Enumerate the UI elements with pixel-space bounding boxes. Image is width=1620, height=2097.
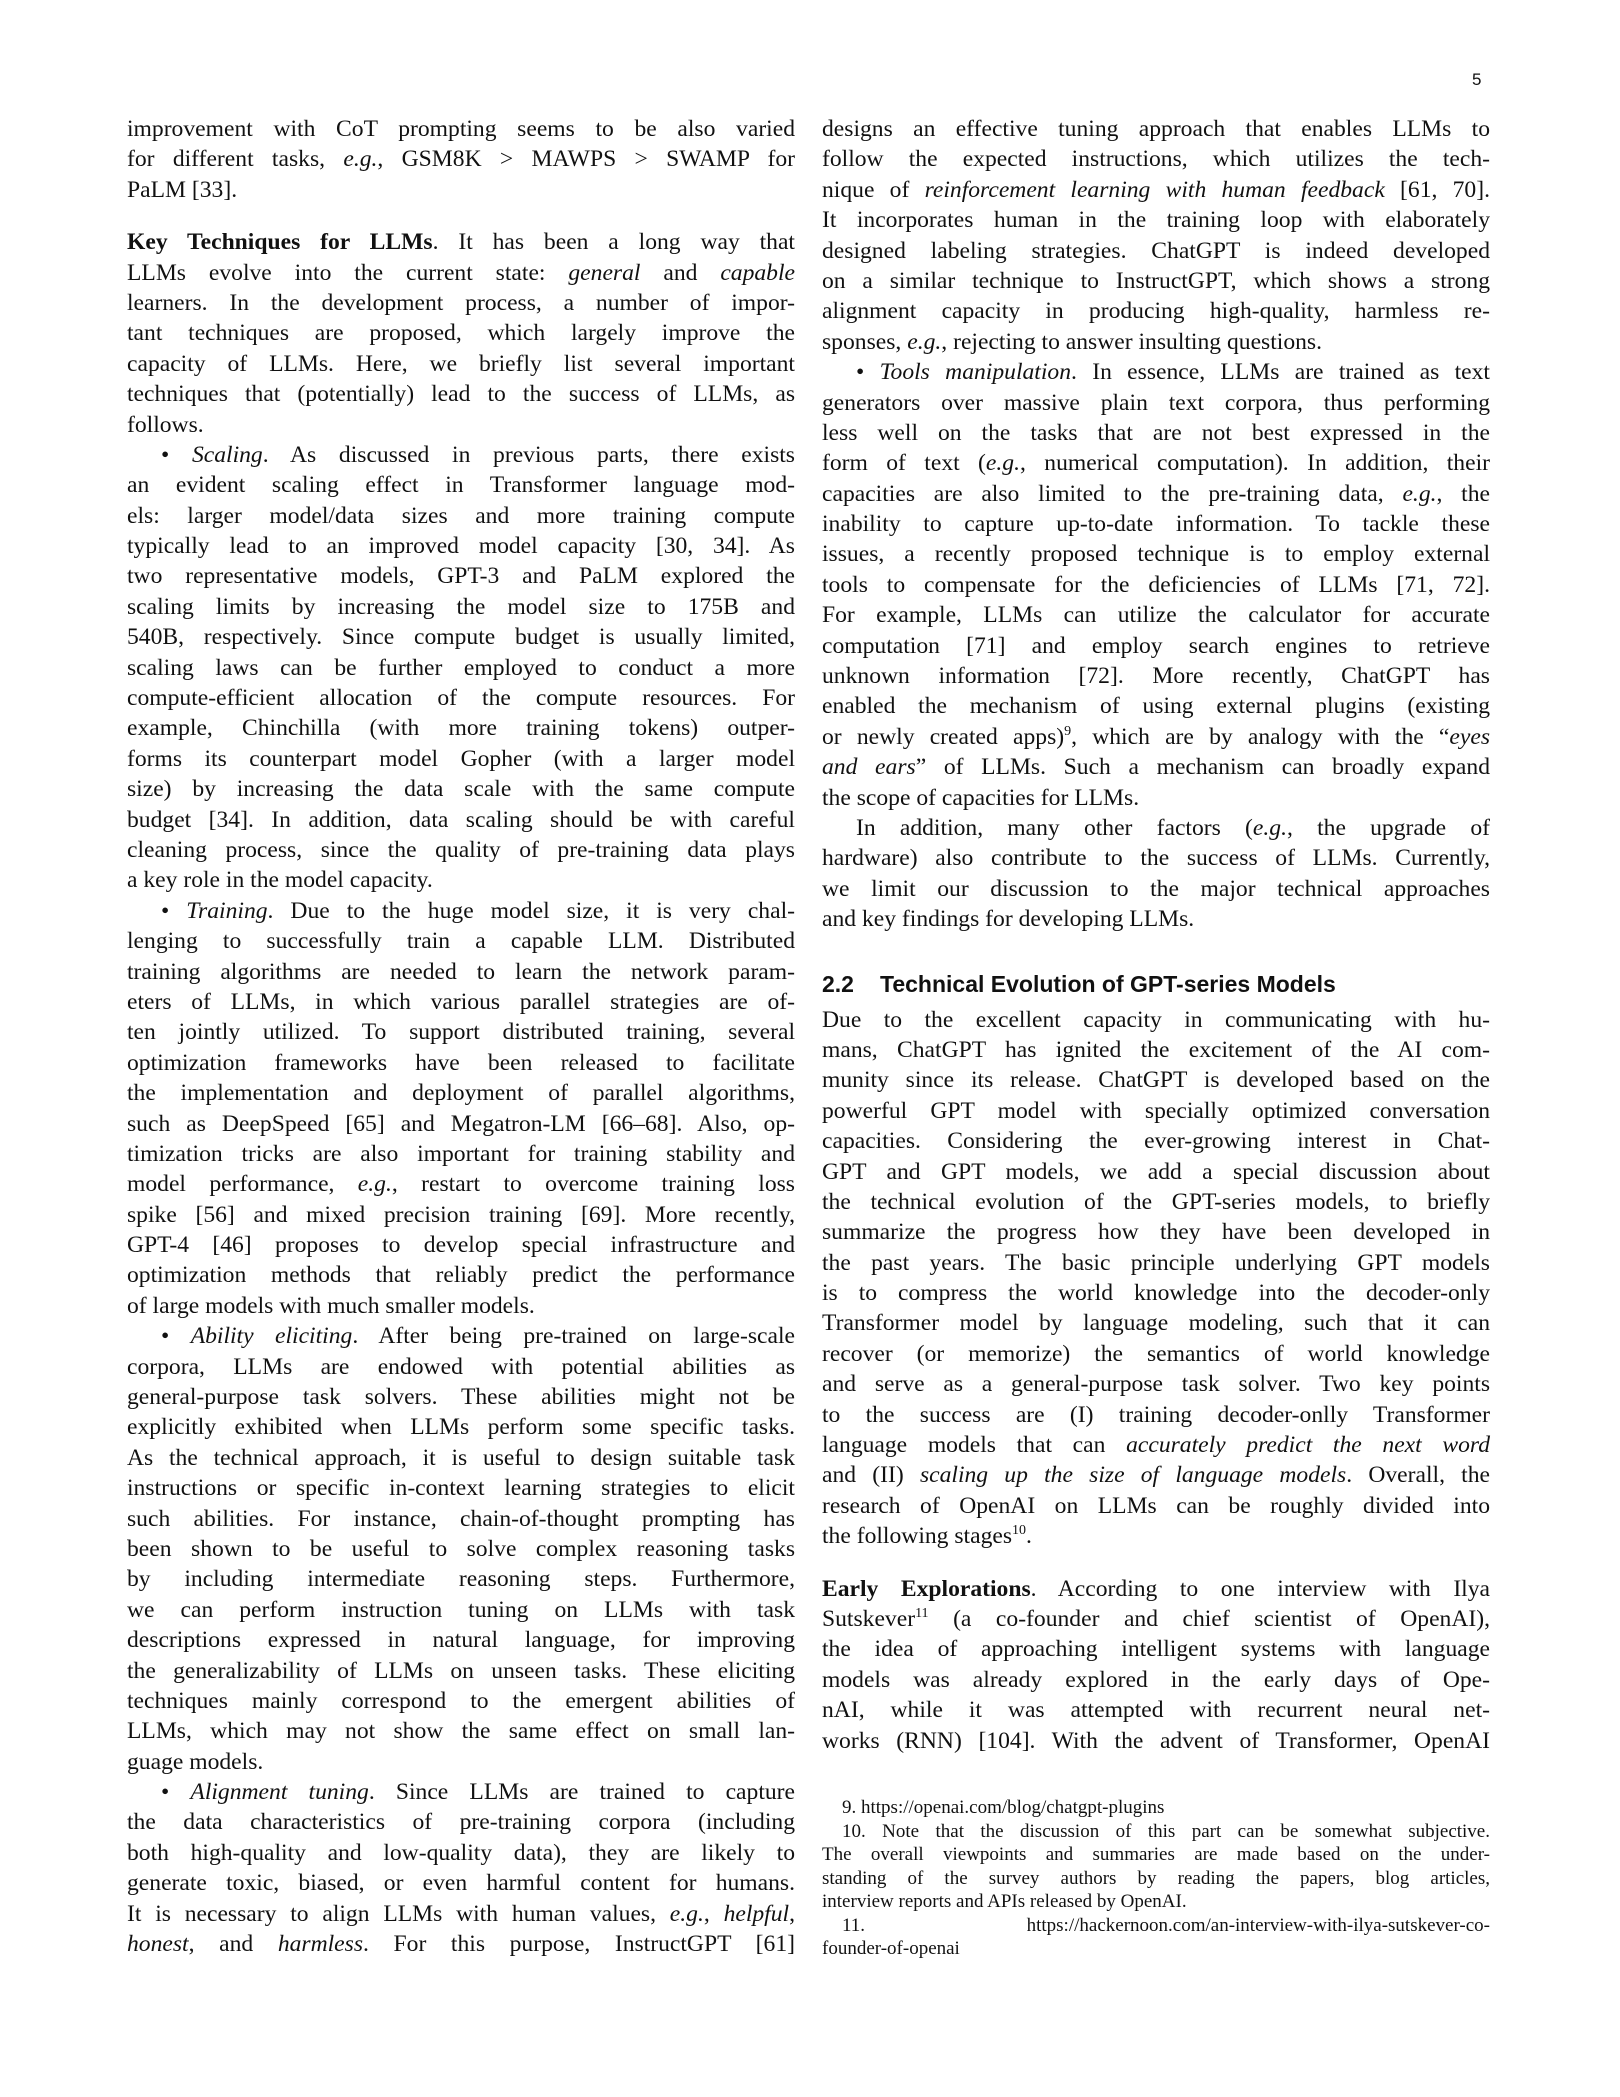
text-line: unknown information [72]. More recently, ChatGPT has — [822, 663, 1490, 690]
text-line: form of text (e.g., numerical computation). In addition, their — [822, 450, 1490, 477]
text-line: to the success are (I) training decoder-onlly Transformer — [822, 1401, 1490, 1428]
paragraph-early-explorations — [822, 1574, 1490, 1756]
text-line: sponses, e.g., rejecting to answer insulting questions. — [822, 328, 1323, 355]
text-line: techniques mainly correspond to the emergent abilities of — [127, 1687, 795, 1714]
text-line: 540B, respectively. Since compute budget is usually limited, — [127, 624, 795, 651]
text-line: LLMs, which may not show the same effect on small lan- — [127, 1718, 795, 1745]
text-line: designs an effective tuning approach that enables LLMs to — [822, 116, 1490, 142]
text-line: Early Explorations. According to one interview with Ilya — [822, 1575, 1490, 1602]
bullet-alignment-tuning — [127, 1777, 795, 1959]
run-in-heading: Early Explorations — [822, 1575, 1031, 1602]
section-number: 2.2 — [822, 970, 854, 997]
text-line: instructions or specific in-context learning strategies to elicit — [127, 1475, 795, 1502]
text-line: nAI, while it was attempted with recurrent neural net- — [822, 1697, 1490, 1724]
text-line: lenging to successfully train a capable LLM. Distributed — [127, 928, 795, 955]
footnote-line: 9. https://openai.com/blog/chatgpt-plugins — [842, 1797, 1165, 1818]
text-line: training algorithms are needed to learn the network param- — [127, 958, 795, 985]
text-line: Due to the excellent capacity in communicating with hu- — [822, 1006, 1490, 1033]
text-line: tools to compensate for the deficiencies of LLMs [71, 72]. — [822, 571, 1490, 598]
text-line: for different tasks, e.g., GSM8K > MAWPS > SWAMP for — [127, 146, 795, 173]
text-line: and serve as a general-purpose task solver. Two key points — [822, 1371, 1490, 1398]
text-line: els: larger model/data sizes and more training compute — [127, 502, 795, 529]
text-line: • Tools manipulation. In essence, LLMs are trained as text — [856, 359, 1490, 386]
bullet-label: Alignment tuning — [190, 1779, 369, 1806]
text-line: follows. — [127, 411, 204, 438]
text-line: timization tricks are also important for training stability and — [127, 1140, 795, 1167]
text-line: an evident scaling effect in Transformer language mod- — [127, 472, 795, 499]
text-line: powerful GPT model with specially optimized conversation — [822, 1097, 1490, 1124]
text-line: compute-efficient allocation of the compute resources. For — [127, 685, 795, 712]
footnotes — [822, 1796, 1490, 1961]
text-line: summarize the progress how they have been developed in — [822, 1219, 1490, 1246]
text-line: the past years. The basic principle underlying GPT models — [822, 1249, 1490, 1276]
text-line: such as DeepSpeed [65] and Megatron-LM [66–68]. Also, op- — [127, 1110, 795, 1137]
text-line: issues, a recently proposed technique is to employ external — [822, 541, 1490, 568]
text-line: Key Techniques for LLMs. It has been a long way that — [127, 229, 795, 256]
bullet-label: Tools manipulation — [879, 359, 1072, 386]
bullet-icon: • — [161, 897, 187, 924]
text-line: the following stages$^{10}$. — [822, 1523, 1032, 1550]
text-line: spike [56] and mixed precision training [69]. More recently, — [127, 1201, 795, 1228]
paragraph-gpt-evolution — [822, 1005, 1490, 1552]
paragraph-alignment-continued — [822, 114, 1490, 357]
text-line: generators over massive plain text corpora, thus performing — [822, 389, 1490, 416]
text-line: hardware) also contribute to the success of LLMs. Currently, — [822, 845, 1490, 872]
text-line: It incorporates human in the training loop with elaborately — [822, 207, 1490, 234]
text-line: we limit our discussion to the major technical approaches — [822, 875, 1490, 902]
bullet-tools-manipulation — [822, 357, 1490, 813]
text-line: capacities are also limited to the pre-training data, e.g., the — [822, 480, 1491, 507]
text-line: corpora, LLMs are endowed with potential abilities as — [127, 1353, 795, 1380]
footnote-10 — [822, 1820, 1490, 1914]
text-line: been shown to be useful to solve complex reasoning tasks — [127, 1535, 795, 1562]
text-line: by including intermediate reasoning steps. Furthermore, — [127, 1566, 795, 1593]
bullet-ability-eliciting — [127, 1321, 795, 1777]
text-line: language models that can accurately predict the next word — [822, 1432, 1490, 1459]
text-line: mans, ChatGPT has ignited the excitement of the AI com- — [822, 1036, 1490, 1063]
text-line: In addition, many other factors (e.g., the upgrade of — [856, 814, 1490, 841]
text-line: PaLM [33]. — [127, 176, 238, 203]
bullet-training — [127, 896, 795, 1321]
text-line: the implementation and deployment of parallel algorithms, — [127, 1080, 795, 1107]
text-line: enabled the mechanism of using external plugins (existing — [822, 693, 1490, 720]
right-column — [822, 114, 1490, 1756]
text-line: cleaning process, since the quality of pre-training data plays — [127, 836, 795, 863]
text-line: guage models. — [127, 1748, 264, 1775]
bullet-icon: • — [161, 1323, 191, 1350]
text-line: the technical evolution of the GPT-series models, to briefly — [822, 1188, 1490, 1215]
text-line: works (RNN) [104]. With the advent of Transformer, OpenAI — [822, 1727, 1490, 1754]
text-line: explicitly exhibited when LLMs perform some specific tasks. — [127, 1414, 795, 1441]
text-line: the data characteristics of pre-training corpora (including — [127, 1809, 795, 1836]
text-line: follow the expected instructions, which utilizes the tech- — [822, 146, 1490, 173]
text-line: the scope of capacities for LLMs. — [822, 784, 1140, 811]
bullet-icon: • — [161, 1779, 191, 1806]
text-line: nique of reinforcement learning with human feedback [61, 70]. — [822, 176, 1490, 203]
text-line: the idea of approaching intelligent systems with language — [822, 1636, 1490, 1663]
text-line: typically lead to an improved model capacity [30, 34]. As — [127, 533, 795, 560]
text-line: techniques that (potentially) lead to the success of LLMs, as — [127, 381, 795, 408]
text-line: • Ability eliciting. After being pre-trained on large-scale — [161, 1323, 795, 1350]
text-line: research of OpenAI on LLMs can be roughly divided into — [822, 1492, 1490, 1519]
text-line: Sutskever$^{11}$ (a co-founder and chief scientist of OpenAI), — [822, 1605, 1490, 1632]
text-line: models was already explored in the early days of Ope- — [822, 1666, 1490, 1693]
footnote-line: The overall viewpoints and summaries are made based on the under- — [822, 1844, 1490, 1865]
text-line: is to compress the world knowledge into the decoder-only — [822, 1280, 1490, 1307]
text-line: descriptions expressed in natural language, for improving — [127, 1627, 795, 1654]
text-line: munity since its release. ChatGPT is developed based on the — [822, 1067, 1490, 1094]
text-line: alignment capacity in producing high-quality, harmless re- — [822, 298, 1490, 325]
text-line: budget [34]. In addition, data scaling should be with careful — [127, 806, 795, 833]
text-line: It is necessary to align LLMs with human values, e.g., helpful, — [127, 1900, 795, 1927]
text-line: eters of LLMs, in which various parallel strategies are of- — [127, 988, 795, 1015]
text-line: forms its counterpart model Gopher (with a larger model — [127, 745, 795, 772]
text-line: model performance, e.g., restart to overcome training loss — [127, 1171, 795, 1198]
text-line: computation [71] and employ search engines to retrieve — [822, 632, 1490, 659]
footnote-line: interview reports and APIs released by OpenAI. — [822, 1891, 1187, 1912]
section-heading-2-2 — [822, 963, 1490, 1005]
text-line: or newly created apps)$^9$, which are by analogy with the “eyes — [822, 723, 1491, 750]
bullet-scaling — [127, 440, 795, 896]
paragraph-cot-variation — [127, 114, 795, 205]
text-line: tant techniques are proposed, which largely improve the — [127, 320, 795, 347]
text-line: on a similar technique to InstructGPT, which shows a strong — [822, 267, 1490, 294]
page-number: 5 — [1472, 70, 1482, 89]
text-line: For example, LLMs can utilize the calculator for accurate — [822, 602, 1490, 629]
footnote-line: 11. https://hackernoon.com/an-interview-with-ilya-sutskever-co- — [842, 1914, 1490, 1936]
left-column — [127, 114, 795, 1959]
text-line: such abilities. For instance, chain-of-thought prompting has — [127, 1505, 795, 1532]
footnote-line: standing of the survey authors by reading the papers, blog articles, — [822, 1867, 1490, 1889]
text-line: inability to capture up-to-date information. To tackle these — [822, 511, 1490, 538]
text-line: of large models with much smaller models. — [127, 1292, 535, 1319]
section-title: Technical Evolution of GPT-series Models — [880, 970, 1336, 997]
footnote-line: 10. Note that the discussion of this part can be somewhat subjective. — [842, 1820, 1490, 1842]
text-line: we can perform instruction tuning on LLMs with task — [127, 1596, 795, 1623]
text-line: • Scaling. As discussed in previous parts, there exists — [161, 441, 795, 468]
text-line: • Training. Due to the huge model size, it is very chal- — [161, 897, 795, 924]
text-line: learners. In the development process, a number of impor- — [127, 289, 795, 316]
text-line: example, Chinchilla (with more training tokens) outper- — [127, 715, 795, 742]
text-line: two representative models, GPT-3 and PaLM explored the — [127, 563, 795, 590]
text-line: scaling laws can be further employed to conduct a more — [127, 654, 795, 681]
paragraph-other-factors — [822, 813, 1490, 935]
footnote-9 — [822, 1796, 1490, 1820]
footnote-line: founder-of-openai — [822, 1938, 960, 1959]
footnote-11 — [822, 1914, 1490, 1961]
bullet-icon: • — [161, 441, 192, 468]
text-line: capacities. Considering the ever-growing interest in Chat- — [822, 1128, 1490, 1155]
bullet-label: Ability eliciting — [190, 1323, 353, 1350]
text-line: optimization frameworks have been released to facilitate — [127, 1049, 795, 1076]
text-line: the generalizability of LLMs on unseen tasks. These eliciting — [127, 1657, 795, 1684]
text-line: capacity of LLMs. Here, we briefly list several important — [127, 350, 795, 377]
text-line: GPT and GPT models, we add a special discussion about — [822, 1158, 1490, 1185]
paragraph-key-techniques — [127, 227, 795, 440]
text-line: both high-quality and low-quality data), they are likely to — [127, 1839, 795, 1866]
bullet-label: Training — [186, 897, 268, 924]
text-line: scaling limits by increasing the model size to 175B and — [127, 593, 795, 620]
text-line: ten jointly utilized. To support distributed training, several — [127, 1019, 795, 1046]
text-line: general-purpose task solvers. These abilities might not be — [127, 1384, 795, 1411]
text-line: a key role in the model capacity. — [127, 867, 433, 894]
text-line: and (II) scaling up the size of language models. Overall, the — [822, 1462, 1491, 1489]
text-line: optimization methods that reliably predict the performance — [127, 1262, 795, 1289]
text-line: designed labeling strategies. ChatGPT is indeed developed — [822, 237, 1490, 264]
text-line: GPT-4 [46] proposes to develop special infrastructure and — [127, 1232, 795, 1259]
text-line: recover (or memorize) the semantics of world knowledge — [822, 1340, 1490, 1367]
text-line: and ears” of LLMs. Such a mechanism can broadly expand — [822, 754, 1490, 781]
run-in-heading: Key Techniques for LLMs — [127, 229, 433, 256]
text-line: generate toxic, biased, or even harmful content for humans. — [127, 1870, 795, 1897]
text-line: LLMs evolve into the current state: general and capable — [127, 259, 795, 286]
text-line: less well on the tasks that are not best expressed in the — [822, 419, 1490, 446]
text-line: improvement with CoT prompting seems to be also varied — [127, 116, 795, 142]
bullet-icon: • — [856, 359, 880, 386]
bullet-label: Scaling — [191, 441, 263, 468]
text-line: As the technical approach, it is useful to design suitable task — [127, 1444, 795, 1471]
text-line: Transformer model by language modeling, such that it can — [822, 1310, 1490, 1337]
text-line: and key findings for developing LLMs. — [822, 906, 1195, 933]
text-line: • Alignment tuning. Since LLMs are trained to capture — [161, 1779, 795, 1806]
text-line: honest, and harmless. For this purpose, InstructGPT [61] — [127, 1931, 795, 1958]
text-line: size) by increasing the data scale with the same compute — [127, 776, 795, 803]
